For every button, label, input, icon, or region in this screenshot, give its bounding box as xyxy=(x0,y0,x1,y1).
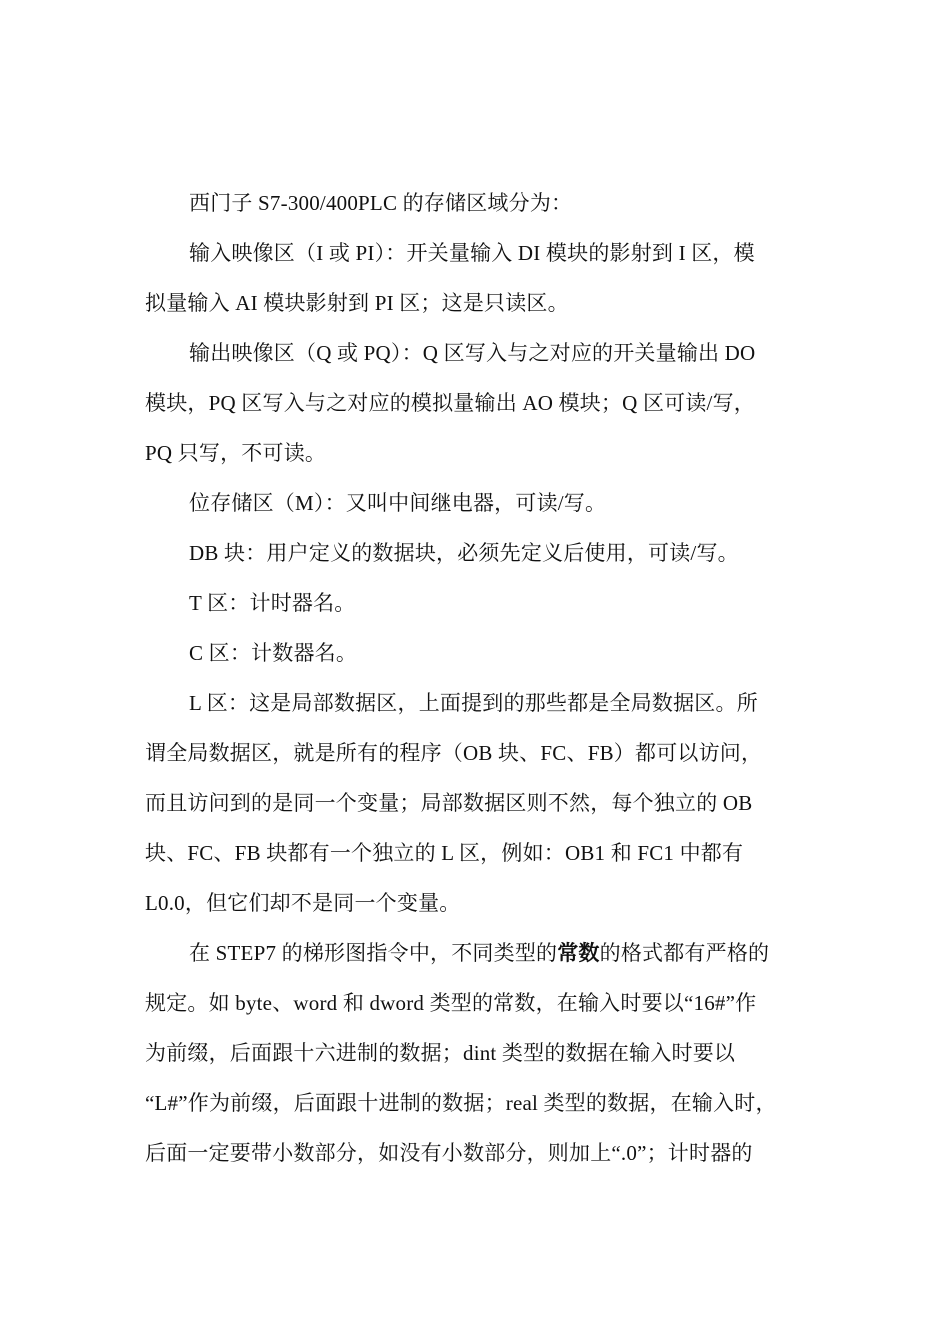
step7-first-line xyxy=(145,928,815,978)
document-body xyxy=(145,178,815,1178)
text-line: 位存储区（M）：又叫中间继电器，可读/写。 xyxy=(189,491,607,515)
text-line: PQ 只写，不可读。 xyxy=(145,441,327,465)
text-line: 规定。如 byte、word 和 dword 类型的常数，在输入时要以“16#”作 xyxy=(145,991,757,1015)
text-line: 块、FC、FB 块都有一个独立的 L 区，例如：OB1 和 FC1 中都有 xyxy=(145,841,744,865)
bold-term-constant: 常数 xyxy=(557,941,600,965)
text-line: DB 块：用户定义的数据块，必须先定义后使用，可读/写。 xyxy=(189,541,739,565)
text-line: 输入映像区（I 或 PI）：开关量输入 DI 模块的影射到 I 区，模 xyxy=(189,241,755,265)
text-line: “L#”作为前缀，后面跟十进制的数据；real 类型的数据，在输入时， xyxy=(145,1091,777,1115)
step7-text-after: 的格式都有严格的 xyxy=(599,941,770,965)
text-line: 拟量输入 AI 模块影射到 PI 区；这是只读区。 xyxy=(145,291,569,315)
text-line: 模块，PQ 区写入与之对应的模拟量输出 AO 模块；Q 区可读/写， xyxy=(145,391,755,415)
text-line: C 区：计数器名。 xyxy=(189,641,358,665)
text-line: 输出映像区（Q 或 PQ）：Q 区写入与之对应的开关量输出 DO xyxy=(189,341,756,365)
text-line: L0.0，但它们却不是同一个变量。 xyxy=(145,891,461,915)
text-line: T 区：计时器名。 xyxy=(189,591,356,615)
text-line: 谓全局数据区，就是所有的程序（OB 块、FC、FB）都可以访问， xyxy=(145,741,763,765)
text-line: L 区：这是局部数据区，上面提到的那些都是全局数据区。所 xyxy=(189,691,758,715)
text-line: 为前缀，后面跟十六进制的数据；dint 类型的数据在输入时要以 xyxy=(145,1041,736,1065)
text-line: 而且访问到的是同一个变量；局部数据区则不然，每个独立的 OB xyxy=(145,791,753,815)
text-line: 后面一定要带小数部分，如没有小数部分，则加上“.0”；计时器的 xyxy=(145,1141,753,1165)
step7-text-before: 在 STEP7 的梯形图指令中，不同类型的 xyxy=(189,941,558,965)
text-line: 西门子 S7-300/400PLC 的存储区域分为： xyxy=(189,191,573,215)
